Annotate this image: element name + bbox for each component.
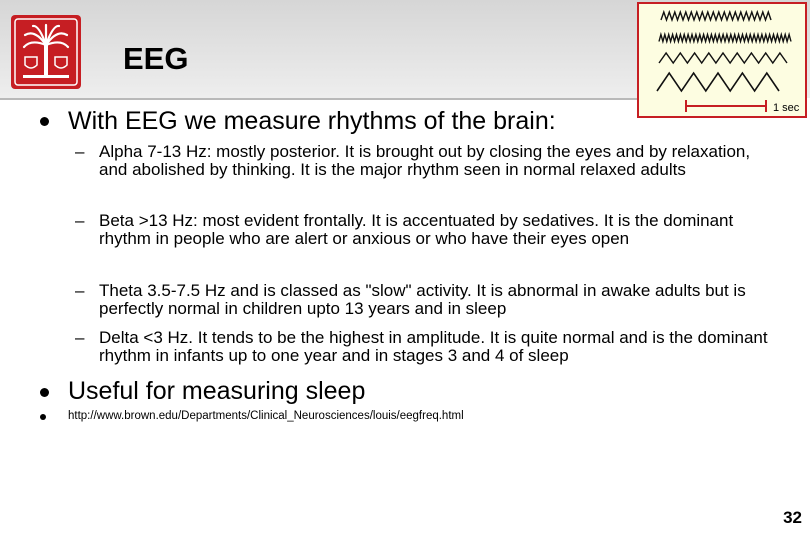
sub-bullet-beta: Beta >13 Hz: most evident frontally. It is accentuated by sedatives. It is the dominant rhythm in people who are alert or anxious or who have their eyes open	[99, 211, 734, 248]
sub-bullet-dash: –	[75, 211, 85, 230]
sub-bullet-alpha: Alpha 7-13 Hz: mostly posterior. It is brought out by closing the eyes and by relaxation, and abolished by thinking. It is the major rhythm seen in normal relaxed adults	[99, 142, 751, 179]
page-number: 32	[783, 508, 802, 527]
alpha-waveform	[661, 12, 771, 20]
reference-link[interactable]: http://www.brown.edu/Departments/Clinical_Neurosciences/louis/eegfreq.html	[68, 410, 464, 422]
bullet-sleep: Useful for measuring sleep	[68, 377, 366, 405]
bullet-dot	[40, 117, 49, 126]
sub-bullet-dash: –	[75, 281, 85, 300]
bullet-dot	[40, 388, 49, 397]
sub-bullet-theta: Theta 3.5-7.5 Hz and is classed as "slow" activity. It is abnormal in awake adults but is perfectly normal in children upto 13 years and in sleep	[99, 281, 746, 318]
slide-title: EEG	[123, 41, 189, 76]
palmetto-seal-logo	[11, 15, 81, 89]
header-divider	[0, 98, 640, 100]
time-scale-label: 1 sec	[773, 102, 800, 114]
bullet-dot	[40, 414, 46, 420]
theta-waveform	[659, 53, 787, 63]
beta-waveform	[659, 35, 791, 42]
bullet-main-rhythms: With EEG we measure rhythms of the brain:	[68, 107, 556, 135]
sub-bullet-dash: –	[75, 142, 85, 161]
sub-bullet-delta: Delta <3 Hz. It tends to be the highest in amplitude. It is quite normal and is the dominant rhythm in infants up to one year and in stages 3 and 4 of sleep	[99, 328, 768, 365]
delta-waveform	[657, 73, 779, 91]
eeg-waveforms-figure	[637, 2, 807, 118]
sub-bullet-dash: –	[75, 328, 85, 347]
